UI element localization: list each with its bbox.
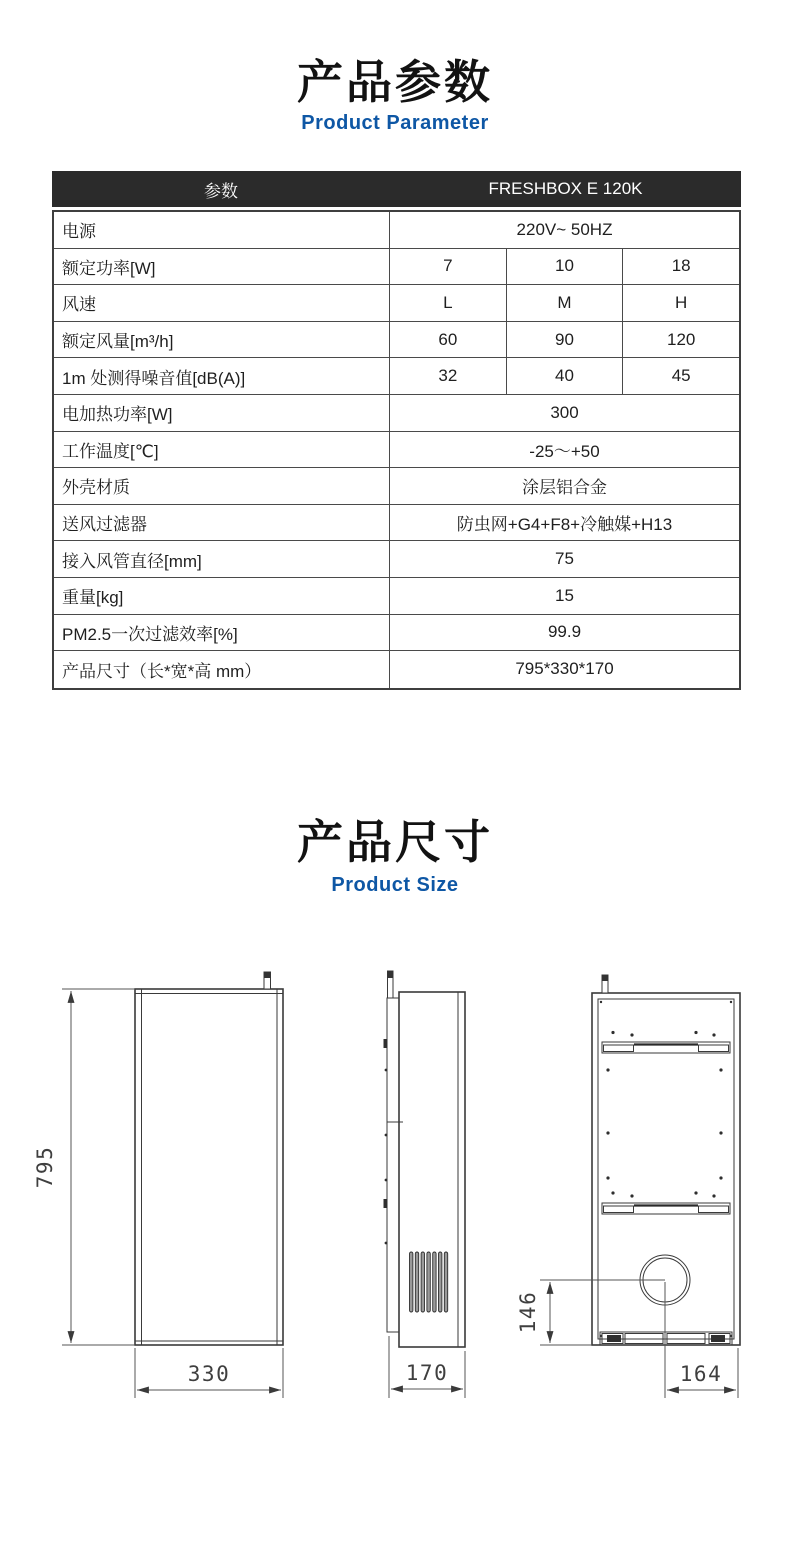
table-row — [54, 432, 739, 469]
parameter-section-title: 产品参数 — [297, 56, 493, 108]
param-value: -25～+50 — [529, 441, 600, 461]
param-label: PM2.5一次过滤效率[%] — [54, 615, 390, 651]
param-value: 32 — [390, 358, 507, 394]
param-label: 额定风量[m³/h] — [54, 322, 390, 358]
param-label: 风速 — [54, 285, 390, 321]
table-row — [54, 505, 739, 542]
param-value: 7 — [390, 249, 507, 285]
table-row — [54, 285, 739, 322]
param-label: 1m 处测得噪音值[dB(A)] — [54, 358, 390, 394]
param-label: 送风过滤器 — [54, 505, 390, 541]
param-value: M — [507, 285, 624, 321]
param-value: 15 — [555, 585, 574, 605]
param-label: 产品尺寸（长*宽*高 mm） — [54, 651, 390, 688]
param-value: 18 — [671, 256, 691, 276]
param-value: 99.9 — [547, 622, 582, 642]
param-value: 防虫网+G4+F8+冷触媒+H13 — [456, 515, 673, 535]
table-row — [54, 249, 739, 286]
front-view-drawing — [33, 972, 283, 1398]
dimension-label-duct-offset: 164 — [679, 1362, 723, 1386]
antenna-stub-icon — [264, 972, 271, 989]
spec-table-body — [52, 210, 741, 690]
header-param-column: 参数 — [204, 181, 238, 201]
param-value: 90 — [507, 322, 624, 358]
param-label: 电加热功率[W] — [54, 395, 390, 431]
param-label: 额定功率[W] — [54, 249, 390, 285]
table-row — [54, 395, 739, 432]
param-value: 10 — [507, 249, 624, 285]
table-row — [54, 212, 739, 249]
parameter-section-subtitle: Product Parameter — [301, 112, 489, 134]
table-row — [54, 651, 739, 688]
param-value: 120 — [666, 329, 696, 349]
dimension-drawings — [0, 950, 790, 1420]
param-value: H — [675, 292, 688, 312]
spec-table-header — [52, 171, 741, 207]
side-view-drawing — [384, 971, 466, 1398]
param-value: L — [390, 285, 507, 321]
param-label: 电源 — [54, 212, 390, 248]
table-row — [54, 358, 739, 395]
param-label: 工作温度[℃] — [54, 432, 390, 468]
antenna-stub-icon — [388, 971, 394, 998]
param-value: 795*330*170 — [515, 659, 614, 679]
rear-view-drawing — [516, 975, 740, 1398]
param-value: 涂层铝合金 — [522, 478, 607, 498]
table-row — [54, 541, 739, 578]
table-row — [54, 322, 739, 359]
dimension-label-duct-height: 146 — [516, 1290, 540, 1334]
param-value: 220V~ 50HZ — [516, 219, 613, 239]
param-label: 接入风管直径[mm] — [54, 541, 390, 577]
table-row — [54, 578, 739, 615]
param-value: 40 — [507, 358, 624, 394]
dimension-label-depth: 170 — [405, 1361, 449, 1385]
param-value: 75 — [555, 549, 574, 569]
table-row — [54, 615, 739, 652]
param-label: 外壳材质 — [54, 468, 390, 504]
dimension-label-height: 795 — [33, 1145, 57, 1189]
param-value: 300 — [550, 402, 579, 422]
size-section-title: 产品尺寸 — [297, 816, 493, 868]
table-row — [54, 468, 739, 505]
vent-grille-icon — [410, 1252, 448, 1312]
param-value: 60 — [390, 322, 507, 358]
header-model-column: FRESHBOX E 120K — [488, 179, 643, 198]
param-label: 重量[kg] — [54, 578, 390, 614]
param-value: 45 — [671, 366, 691, 386]
size-section-subtitle: Product Size — [331, 874, 459, 896]
spec-table — [52, 171, 741, 690]
antenna-stub-icon — [602, 975, 608, 993]
dimension-label-width: 330 — [187, 1362, 231, 1386]
